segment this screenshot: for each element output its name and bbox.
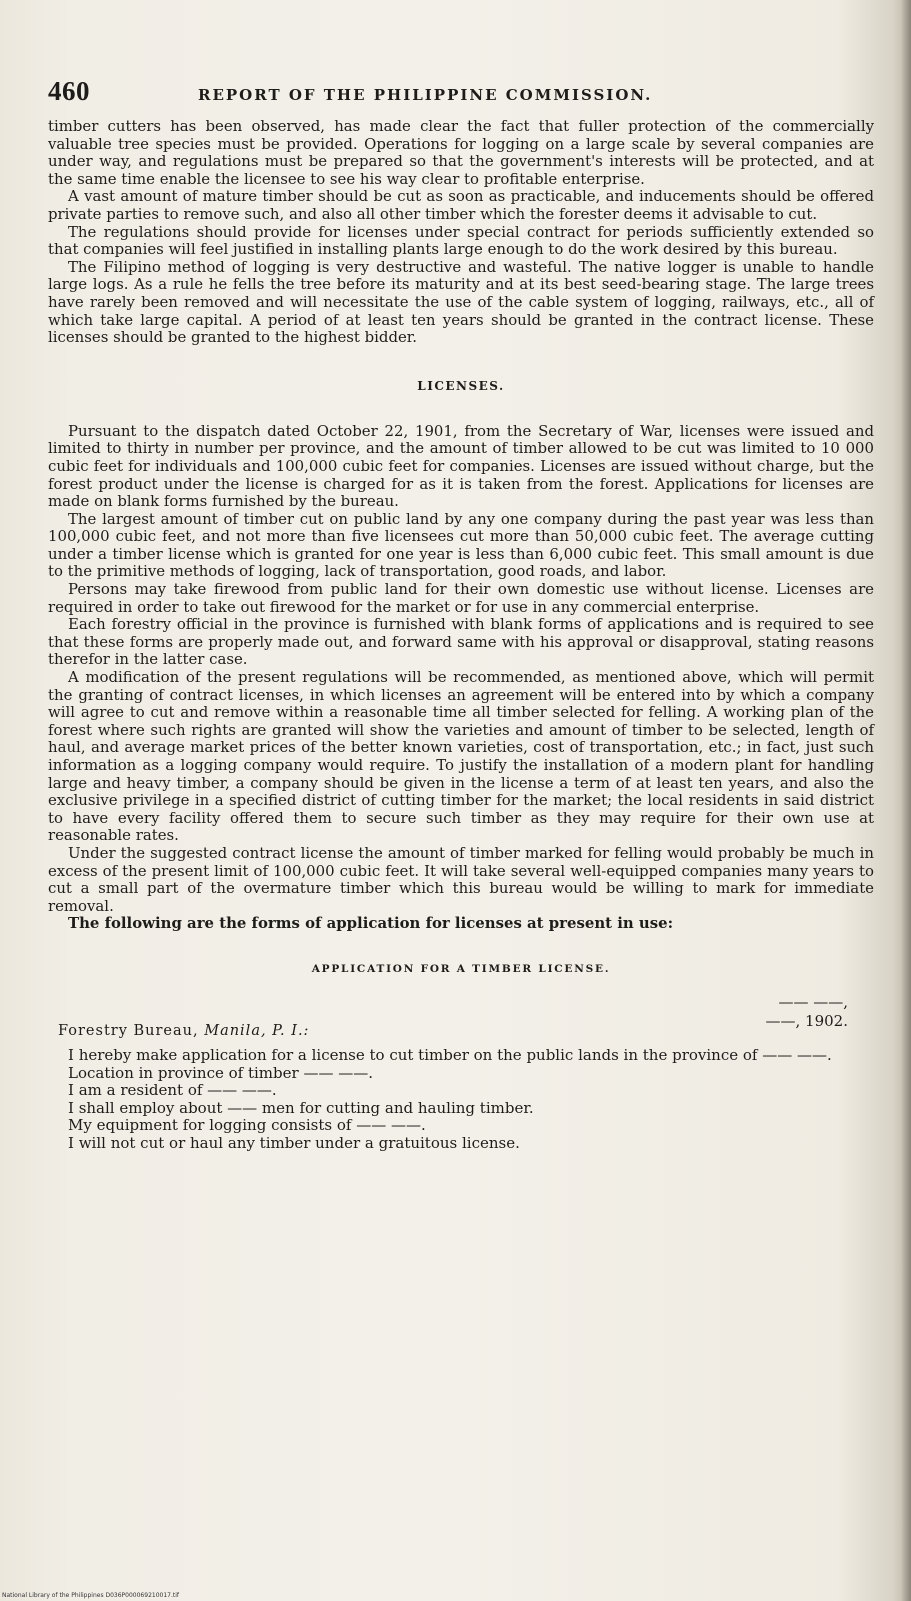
application-form (48, 993, 874, 1153)
form-line: I will not cut or haul any timber under a gratuitous license. (68, 1133, 520, 1152)
addressee (58, 1023, 874, 1039)
intro-section (48, 118, 874, 347)
paragraph: The largest amount of timber cut on public land by any one company during the past year was less than 100,000 cubic feet, and not more than five licensees cut more than 50,000 cubic feet. The average cutting under a timber license which is granted for one year is less than 6,000 cubic feet. This small amount is due to the primitive methods of logging, lack of transportation, good roads, and labor. (48, 509, 874, 581)
page-number: 460 (48, 76, 90, 106)
paragraph: Under the suggested contract license the amount of timber marked for felling would probably be much in excess of the present limit of 100,000 cubic feet. It will take several well-equipped companies many years to cut a small part of the overmature timber which this bureau would be willing to mark for immediate removal. (48, 843, 874, 915)
section-title: LICENSES. (417, 378, 505, 393)
date-line: —— ——, (778, 992, 848, 1011)
paragraph: Pursuant to the dispatch dated October 22, 1901, from the Secretary of War, licenses were issued and limited to thirty in number per province, and the amount of timber allowed to be cut was limited to 10 000 cubic feet for individuals and 100,000 cubic feet for companies. Licenses are issued without charge, but the forest product under the license is charged for as it is taken from the forest. Applications for licenses are made on blank forms furnished by the bureau. (48, 421, 874, 511)
scan-footer: National Library of the Philippines D036P000069210017.tif (2, 1592, 180, 1599)
addressee-place: Manila, P. I.: (204, 1022, 310, 1039)
running-head: REPORT OF THE PHILIPPINE COMMISSION. (198, 86, 653, 104)
form-line: Location in province of timber —— ——. (68, 1063, 373, 1082)
paragraph: timber cutters has been observed, has made clear the fact that fuller protection of the commercially valuable tree species must be provided. Operations for logging on a large scale by several companies are under way, and regulations must be prepared so that the government's interests will be protected, and at the same time enable the licensee to see his way clear to profitable enterprise. (48, 117, 874, 188)
addressee-org: Forestry Bureau, (58, 1022, 199, 1039)
form-line: I shall employ about —— men for cutting and hauling timber. (68, 1098, 534, 1117)
page-header (48, 76, 874, 118)
page-edge-shadow (901, 0, 911, 1601)
paragraph: Each forestry official in the province is furnished with blank forms of applications and is required to see that these forms are properly made out, and forward same with his approval or disapproval, stating reasons therefor in the latter case. (48, 615, 874, 669)
form-line: My equipment for logging consists of —— ——. (68, 1116, 426, 1135)
paragraph: A vast amount of mature timber should be cut as soon as practicable, and inducements should be offered private parties to remove such, and also all other timber which the forester deems it advisable to cut. (48, 187, 874, 223)
paragraph: Persons may take firewood from public land for their own domestic use without license. Licenses are required in order to take out firewood for the market or for use in any commercial enterprise. (48, 580, 874, 616)
paragraph: The Filipino method of logging is very destructive and wasteful. The native logger is unable to handle large logs. As a rule he fells the tree before its maturity and at its best seed-bearing stage. The large trees have rarely been removed and will necessitate the use of the cable system of logging, railways, etc., all of which take large capital. A period of at least ten years should be granted in the contract license. These licenses should be granted to the highest bidder. (48, 257, 874, 347)
form-line: I am a resident of —— ——. (68, 1081, 277, 1100)
paragraph: The regulations should provide for licenses under special contract for periods sufficiently extended so that companies will feel justified in installing plants large enough to do the work desired by this bureau. (48, 222, 874, 259)
paragraph: The following are the forms of application for licenses at present in use: (68, 914, 674, 933)
form-line: I hereby make application for a license to cut timber on the public lands in the province of —— ——. (68, 1045, 832, 1064)
page-content (48, 76, 874, 1153)
paragraph: A modification of the present regulations will be recommended, as mentioned above, which will permit the granting of contract licenses, in which licenses an agreement will be entered into by which a company will agree to cut and remove within a reasonable time all timber selected for felling. A working plan of the forest where such rights are granted will show the varieties and amount of timber to be selected, length of haul, and average market prices of the better known varieties, cost of transportation, etc.; in fact, just such information as a logging company would require. To justify the installation of a modern plant for handling large and heavy timber, a company should be given in the license a term of at least ten years, and also the exclusive privilege in a specified district of cutting timber for the market; the local residents in said district to have every facility offered them to secure such timber as they may require for their own use at reasonable rates. (48, 668, 874, 845)
form-title: APPLICATION FOR A TIMBER LICENSE. (311, 962, 611, 975)
licenses-section (48, 423, 874, 933)
date-line: ——, 1902. (765, 1011, 848, 1030)
